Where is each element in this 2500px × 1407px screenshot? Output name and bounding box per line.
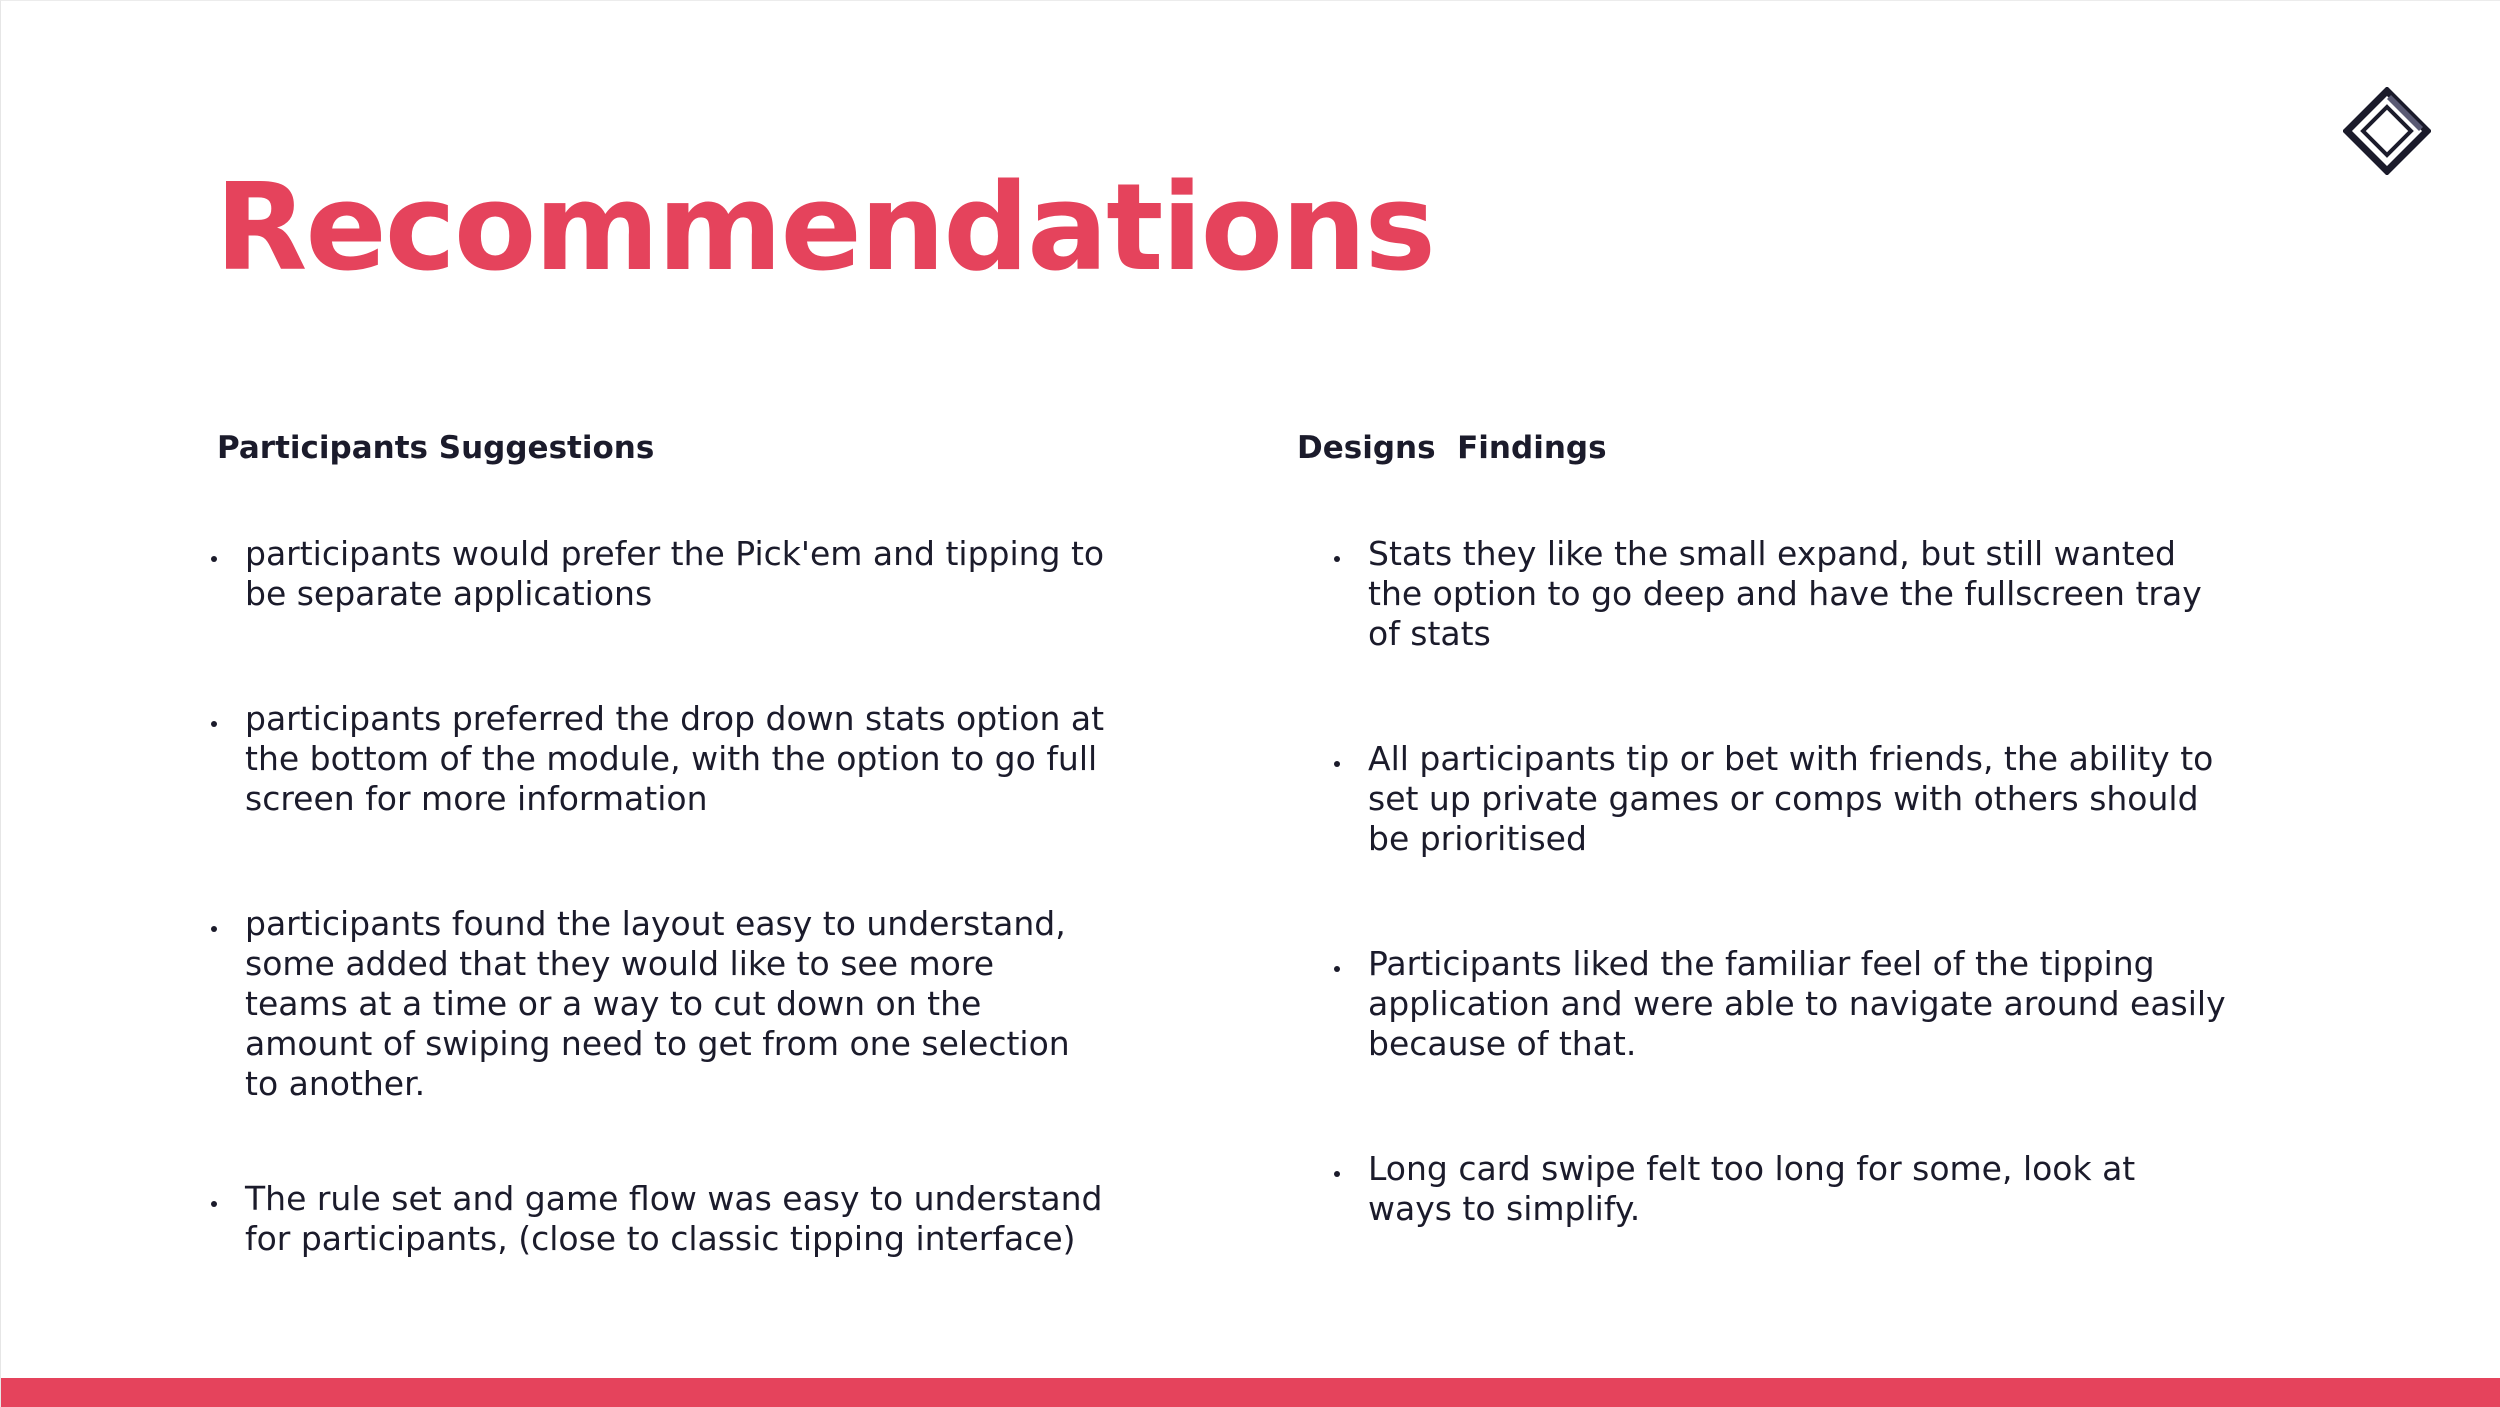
accent-footer-bar xyxy=(1,1378,2500,1407)
list-item-text: The rule set and game flow was easy to understand for participants, (close to classic tipping interface) xyxy=(245,1179,1103,1258)
page-title: Recommendations xyxy=(215,159,1434,298)
list-item-text: Stats they like the small expand, but still wanted the option to go deep and have the fullscreen tray of stats xyxy=(1368,534,2202,653)
diamond-logo-icon xyxy=(2343,87,2431,175)
bullet-icon xyxy=(1334,1171,1340,1177)
list-item-text: Participants liked the familiar feel of the tipping application and were able to navigate around easily because of that. xyxy=(1368,944,2226,1063)
designs-findings-list xyxy=(1334,534,2234,1234)
list-item-text: All participants tip or bet with friends, the ability to set up private games or comps with others should be prioritised xyxy=(1368,739,2214,858)
list-item-text: participants found the layout easy to understand, some added that they would like to see more teams at a time or a way to cut down on the amount of swiping need to get from one selection to another. xyxy=(245,904,1070,1103)
bullet-icon xyxy=(211,926,217,932)
participants-suggestions-list xyxy=(211,534,1111,1334)
bullet-icon xyxy=(211,1201,217,1207)
bullet-icon xyxy=(1334,556,1340,562)
bullet-icon xyxy=(211,556,217,562)
bullet-icon xyxy=(211,721,217,727)
participants-suggestions-heading: Participants Suggestions xyxy=(217,430,655,466)
bullet-icon xyxy=(1334,966,1340,972)
list-item-text: participants preferred the drop down stats option at the bottom of the module, with the option to go full screen for more information xyxy=(245,699,1105,818)
list-item-text: participants would prefer the Pick'em and tipping to be separate applications xyxy=(245,534,1105,613)
list-item-text: Long card swipe felt too long for some, look at ways to simplify. xyxy=(1368,1149,2136,1228)
designs-findings-heading: Designs Findings xyxy=(1297,430,1607,466)
bullet-icon xyxy=(1334,761,1340,767)
